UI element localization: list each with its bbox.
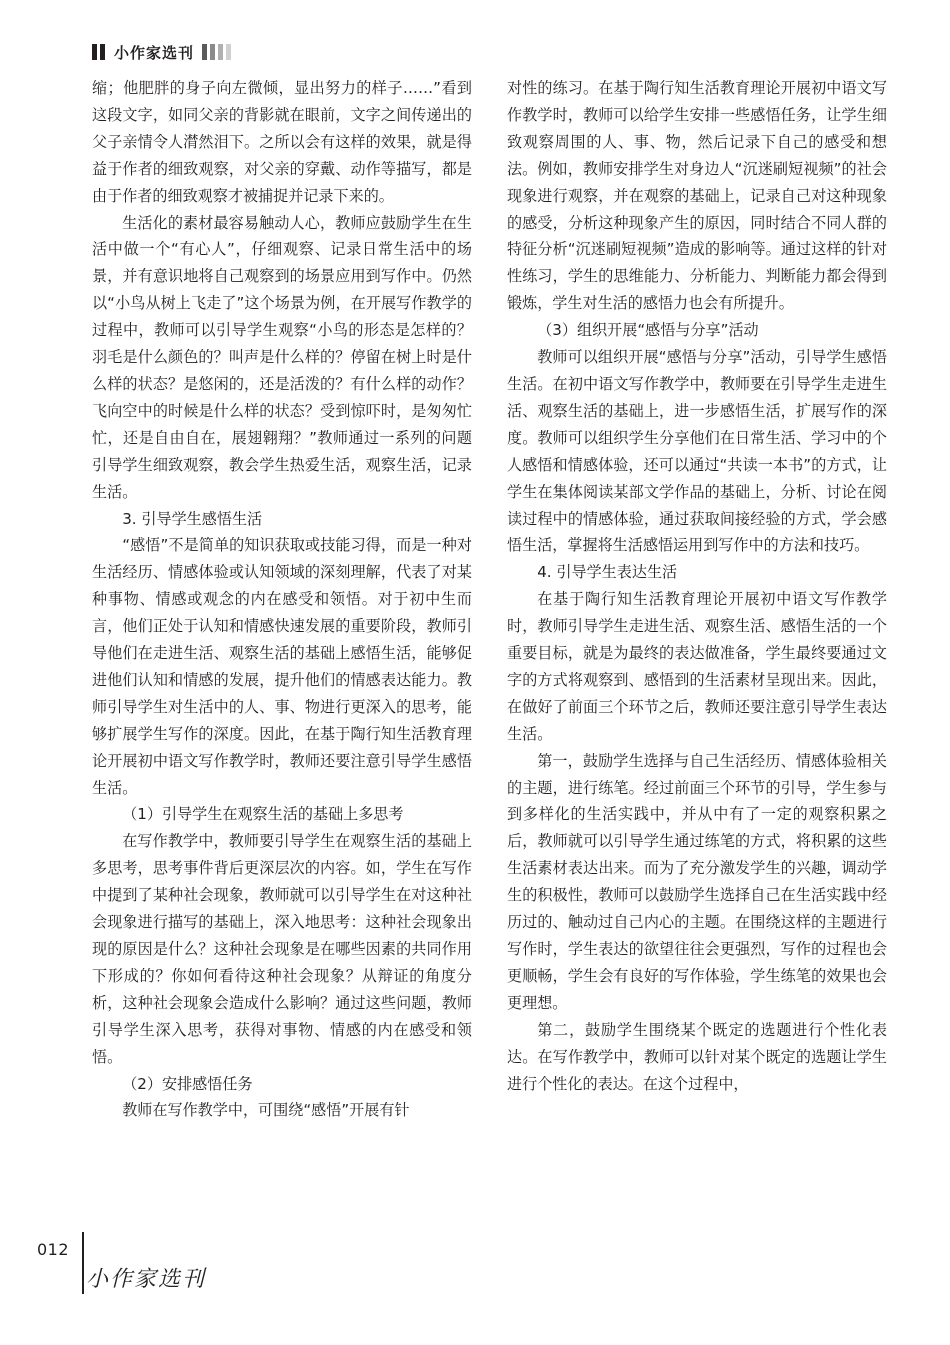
paragraph: 在基于陶行知生活教育理论开展初中语文写作教学时，教师引导学生走进生活、观察生活、感悟生活的一个重要目标，就是为最终的表达做准备，学生最终要通过文字的方式将观察到、感悟到的生活素材呈现出来。因此，在做好了前面三个环节之后，教师还要注意引导学生表达生活。 [507,590,887,743]
paragraph: 缩；他肥胖的身子向左微倾，显出努力的样子……”看到这段文字，如同父亲的背影就在眼前，文字之间传递出的父子亲情令人潸然泪下。之所以会有这样的效果，就是得益于作者的细致观察，对父亲的穿戴、动作等描写，都是由于作者的细致观察才被捕捉并记录下来的。 [92,79,472,205]
running-header [92,40,234,64]
paragraph: 教师在写作教学中，可围绕“感悟”开展有针 [122,1101,410,1120]
header-bar-mark [92,44,97,60]
right-column [507,75,887,1097]
paragraph: 第二，鼓励学生围绕某个既定的选题进行个性化表达。在写作教学中，教师可以针对某个既定的选题让学生进行个性化的表达。在这个过程中， [507,1020,887,1093]
section-heading: 4. 引导学生表达生活 [537,563,678,582]
subsection-heading: （1）引导学生在观察生活的基础上多思考 [122,805,404,824]
paragraph: 生活化的素材最容易触动人心，教师应鼓励学生在生活中做一个“有心人”，仔细观察、记录日常生活中的场景，并有意识地将自己观察到的场景应用到写作中。仍然以“小鸟从树上飞走了”这个场景为例，在开展写作教学的过程中，教师可以引导学生观察“小鸟的形态是怎样的？羽毛是什么颜色的？叫声是什么样的？停留在树上时是什么样的状态？是悠闲的，还是活泼的？有什么样的动作？飞向空中的时候是什么样的状态？受到惊吓时，是匆匆忙忙，还是自由自在，展翅翱翔？”教师通过一系列的问题引导学生细致观察，教会学生热爱生活，观察生活，记录生活。 [92,213,472,501]
section-heading: 3. 引导学生感悟生活 [122,509,263,528]
paragraph: 第一，鼓励学生选择与自己生活经历、情感体验相关的主题，进行练笔。经过前面三个环节的引导，学生参与到多样化的生活实践中，并从中有了一定的观察积累之后，教师就可以引导学生通过练笔的方式，将积累的这些生活素材表达出来。而为了充分激发学生的兴趣，调动学生的积极性，教师可以鼓励学生选择自己在生活实践中经历过的、触动过自己内心的主题。在围绕这样的主题进行写作时，学生表达的欲望往往会更强烈，写作的过程也会更顺畅，学生会有良好的写作体验，学生练笔的效果也会更理想。 [507,751,887,1012]
footer-divider [82,1232,84,1294]
subsection-heading: （3）组织开展“感悟与分享”活动 [537,321,759,340]
paragraph: 对性的练习。在基于陶行知生活教育理论开展初中语文写作教学时，教师可以给学生安排一些感悟任务，让学生细致观察周围的人、事、物，然后记录下自己的感受和想法。例如，教师安排学生对身边人“沉迷刷短视频”的社会现象进行观察，并在观察的基础上，记录自己对这种现象的感受，分析这种现象产生的原因，同时结合不同人群的特征分析“沉迷刷短视频”造成的影响等。通过这样的针对性练习，学生的思维能力、分析能力、判断能力都会得到锻炼，学生对生活的感悟力也会有所提升。 [507,79,887,313]
header-bar-mark [226,44,231,60]
journal-title: 小作家选刊 [114,43,195,62]
header-bar-mark [210,44,215,60]
paragraph: 教师可以组织开展“感悟与分享”活动，引导学生感悟生活。在初中语文写作教学中，教师要在引导学生走进生活、观察生活的基础上，进一步感悟生活，扩展写作的深度。教师可以组织学生分享他们在日常生活、学习中的个人感悟和情感体验，还可以通过“共读一本书”的方式，让学生在集体阅读某部文学作品的基础上，分析、讨论在阅读过程中的情感体验，通过获取间接经验的方式，学会感悟生活，掌握将生活感悟运用到写作中的方法和技巧。 [507,348,887,555]
journal-logo: 小作家选刊 [86,1267,207,1292]
paragraph: “感悟”不是简单的知识获取或技能习得，而是一种对生活经历、情感体验或认知领域的深刻理解，代表了对某种事物、情感或观念的内在感受和领悟。对于初中生而言，他们正处于认知和情感快速发展的重要阶段，教师引导他们在走进生活、观察生活的基础上感悟生活，能够促进他们认知和情感的发展，提升他们的情感表达能力。教师引导学生对生活中的人、事、物进行更深入的思考，能够扩展学生写作的深度。因此，在基于陶行知生活教育理论开展初中语文写作教学时，教师还要注意引导学生感悟生活。 [92,536,472,797]
subsection-heading: （2）安排感悟任务 [122,1074,253,1093]
page-number: 012 [37,1240,70,1259]
paragraph: 在写作教学中，教师要引导学生在观察生活的基础上多思考，思考事件背后更深层次的内容。如，学生在写作中提到了某种社会现象，教师就可以引导学生在对这种社会现象进行描写的基础上，深入地思考：这种社会现象出现的原因是什么？这种社会现象是在哪些因素的共同作用下形成的？你如何看待这种社会现象？从辩证的角度分析，这种社会现象会造成什么影响？通过这些问题，教师引导学生深入思考，获得对事物、情感的内在感受和领悟。 [92,832,472,1066]
header-bar-mark [218,44,223,60]
left-column [92,75,472,1124]
header-bar-mark [202,44,207,60]
header-bar-mark [100,44,105,60]
